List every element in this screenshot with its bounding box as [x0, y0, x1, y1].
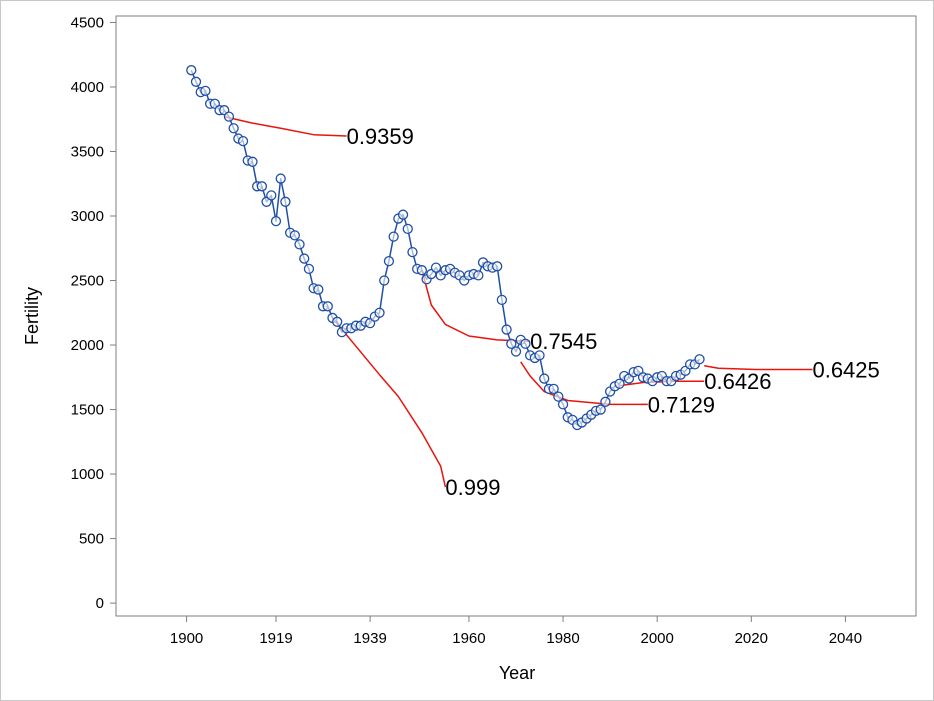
y-tick-label: 3500	[70, 143, 104, 161]
data-point	[187, 66, 196, 75]
x-tick-label: 1939	[353, 630, 387, 647]
y-tick-label: 500	[78, 530, 104, 548]
data-point	[201, 86, 210, 95]
x-tick-label: 2000	[640, 630, 674, 647]
plot-area	[116, 16, 916, 616]
annotation-label: 0.6426	[704, 369, 772, 395]
annotation-label: 0.999	[445, 474, 501, 500]
x-tick-label: 1919	[259, 630, 293, 647]
data-point	[239, 137, 248, 146]
y-tick-label: 1000	[70, 466, 104, 484]
fertility-series	[187, 66, 704, 430]
data-point	[493, 262, 502, 271]
x-tick-label: 1900	[169, 630, 204, 647]
y-axis	[71, 14, 116, 612]
data-point	[408, 248, 417, 257]
data-point	[300, 254, 309, 263]
y-tick-label: 1500	[70, 401, 104, 419]
x-tick-label: 1980	[546, 630, 580, 647]
annotation-label: 0.7545	[530, 329, 598, 355]
data-point	[695, 355, 704, 364]
y-axis-title: Fertility	[22, 287, 42, 345]
data-point	[559, 400, 568, 409]
annotation-label: 0.6425	[812, 357, 880, 383]
data-point	[384, 257, 393, 266]
y-tick-label: 2500	[70, 272, 104, 290]
y-tick-label: 4000	[70, 78, 104, 96]
x-tick-label: 2040	[828, 630, 863, 647]
data-point	[399, 210, 408, 219]
annotation-label: 0.9359	[346, 124, 414, 149]
data-point	[192, 77, 201, 86]
annotation-curve	[422, 270, 530, 341]
data-point	[257, 182, 266, 191]
data-point	[224, 112, 233, 121]
y-tick-label: 4500	[70, 14, 104, 32]
fertility-line-chart	[1, 1, 933, 700]
y-tick-label: 0	[95, 595, 104, 613]
data-point	[314, 285, 323, 294]
data-point	[403, 224, 412, 233]
data-point	[281, 197, 290, 206]
annotation-curves	[224, 117, 812, 487]
data-point	[601, 397, 610, 406]
data-point	[304, 264, 313, 273]
data-point	[229, 124, 238, 133]
data-point	[497, 295, 506, 304]
y-tick-label: 2000	[70, 337, 104, 355]
annotation-curve	[333, 318, 446, 487]
data-point	[290, 231, 299, 240]
data-point	[375, 308, 384, 317]
x-axis-title: Year	[498, 663, 536, 683]
data-point	[276, 174, 285, 183]
x-tick-label: 1960	[452, 630, 486, 647]
data-point	[333, 317, 342, 326]
annotation-curve	[224, 117, 346, 136]
data-point	[474, 271, 483, 280]
x-axis	[170, 616, 862, 647]
data-point	[512, 347, 521, 356]
data-point	[380, 276, 389, 285]
annotation-label: 0.7129	[647, 392, 716, 418]
data-point	[272, 217, 281, 226]
data-point	[267, 191, 276, 200]
data-point	[389, 232, 398, 241]
data-point	[323, 302, 332, 311]
data-point	[540, 374, 549, 383]
y-tick-label: 3000	[70, 208, 104, 225]
data-point	[417, 266, 426, 275]
data-point	[502, 325, 511, 334]
data-point	[248, 157, 257, 166]
data-point	[295, 240, 304, 249]
data-point	[521, 339, 530, 348]
annotation-labels	[347, 124, 880, 500]
x-tick-label: 2020	[734, 630, 768, 647]
